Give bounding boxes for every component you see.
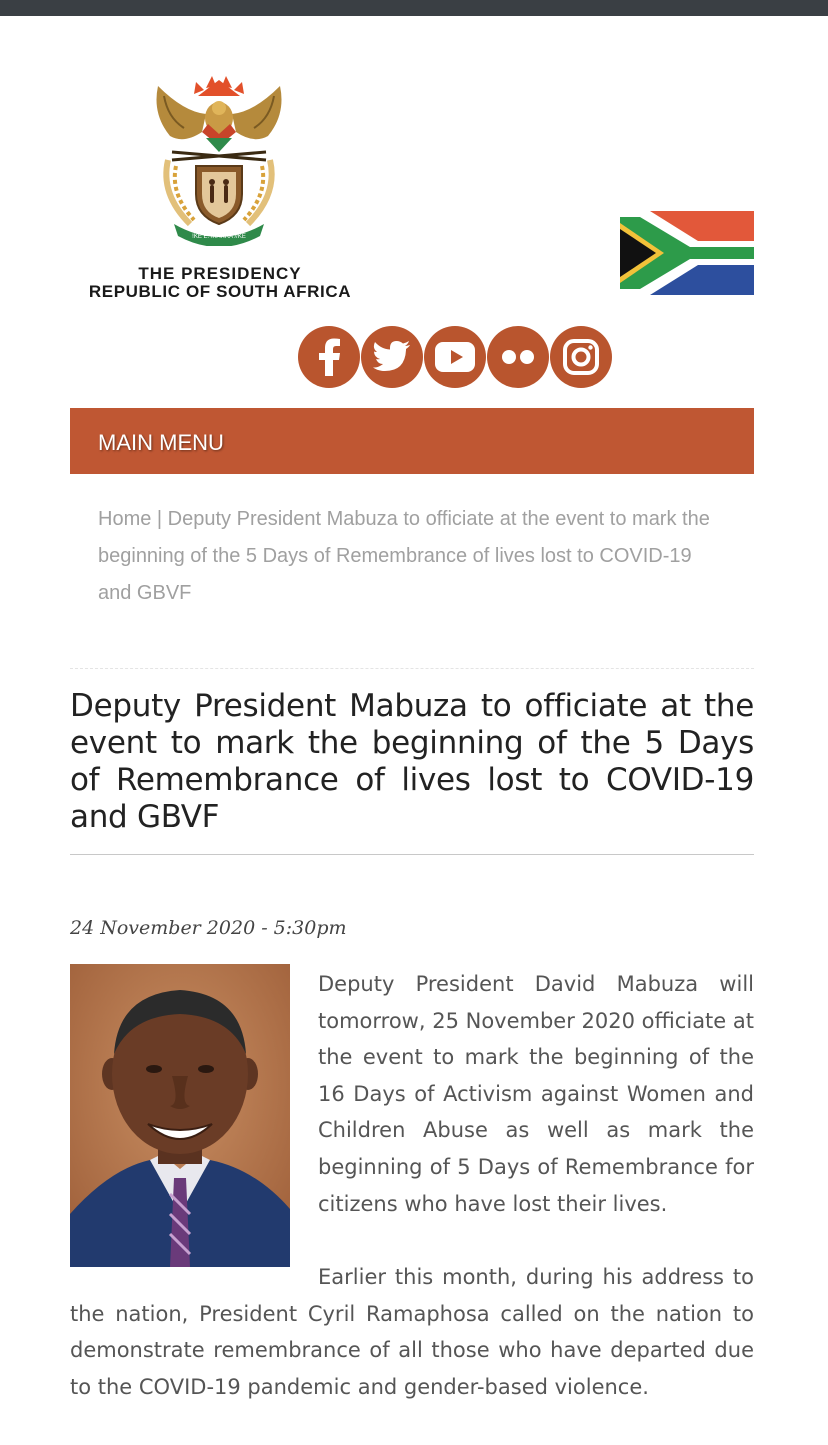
breadcrumb-home-link[interactable]: Home [98,508,152,530]
article-paragraph-1: Deputy President David Mabuza will tomorrow, 25 November 2020 officiate at the event to mark the beginning of the 16 Days of Activism against Women and Children Abuse as well as mark the beginning of 5 Days of Remembrance for citizens who have lost their lives. [318,972,754,1216]
flickr-link[interactable] [487,326,549,388]
org-name-line1: THE PRESIDENCY [138,264,302,283]
org-name-line2: REPUBLIC OF SOUTH AFRICA [88,282,352,301]
breadcrumb-current: Deputy President Mabuza to officiate at the event to mark the beginning of the 5 Days of Remembrance of lives lost to COVID-19 and GBVF [98,508,710,604]
article-date: 24 November 2020 - 5:30pm [70,917,347,939]
article-title: Deputy President Mabuza to officiate at the event to mark the beginning of the 5 Days of Remembrance of lives lost to COVID-19 and GBVF [70,688,754,835]
main-menu-button[interactable] [70,408,754,474]
divider [70,668,754,669]
facebook-link[interactable] [298,326,360,388]
top-status-bar [0,0,828,16]
south-africa-flag [620,211,754,295]
instagram-icon [563,339,599,375]
youtube-icon [435,342,475,372]
coat-of-arms-logo[interactable] [150,74,288,246]
flickr-icon [501,349,535,365]
portrait-photo [70,964,290,1267]
social-links [298,326,612,388]
twitter-link[interactable] [361,326,423,388]
article-paragraph-2: Earlier this month, during his address to the nation, President Cyril Ramaphosa called on the nation to demonstrate remembrance of all those who have departed due to the COVID-19 pandemic and gender-based violence. [70,1265,754,1399]
coat-motto-text: !KE E: /XARRA //KE [192,234,246,240]
main-menu-label: MAIN MENU [98,430,224,455]
breadcrumb [98,501,718,612]
twitter-icon [373,341,411,373]
breadcrumb-separator: | [151,508,168,530]
facebook-icon [317,338,341,376]
youtube-link[interactable] [424,326,486,388]
instagram-link[interactable] [550,326,612,388]
title-divider [70,854,754,855]
